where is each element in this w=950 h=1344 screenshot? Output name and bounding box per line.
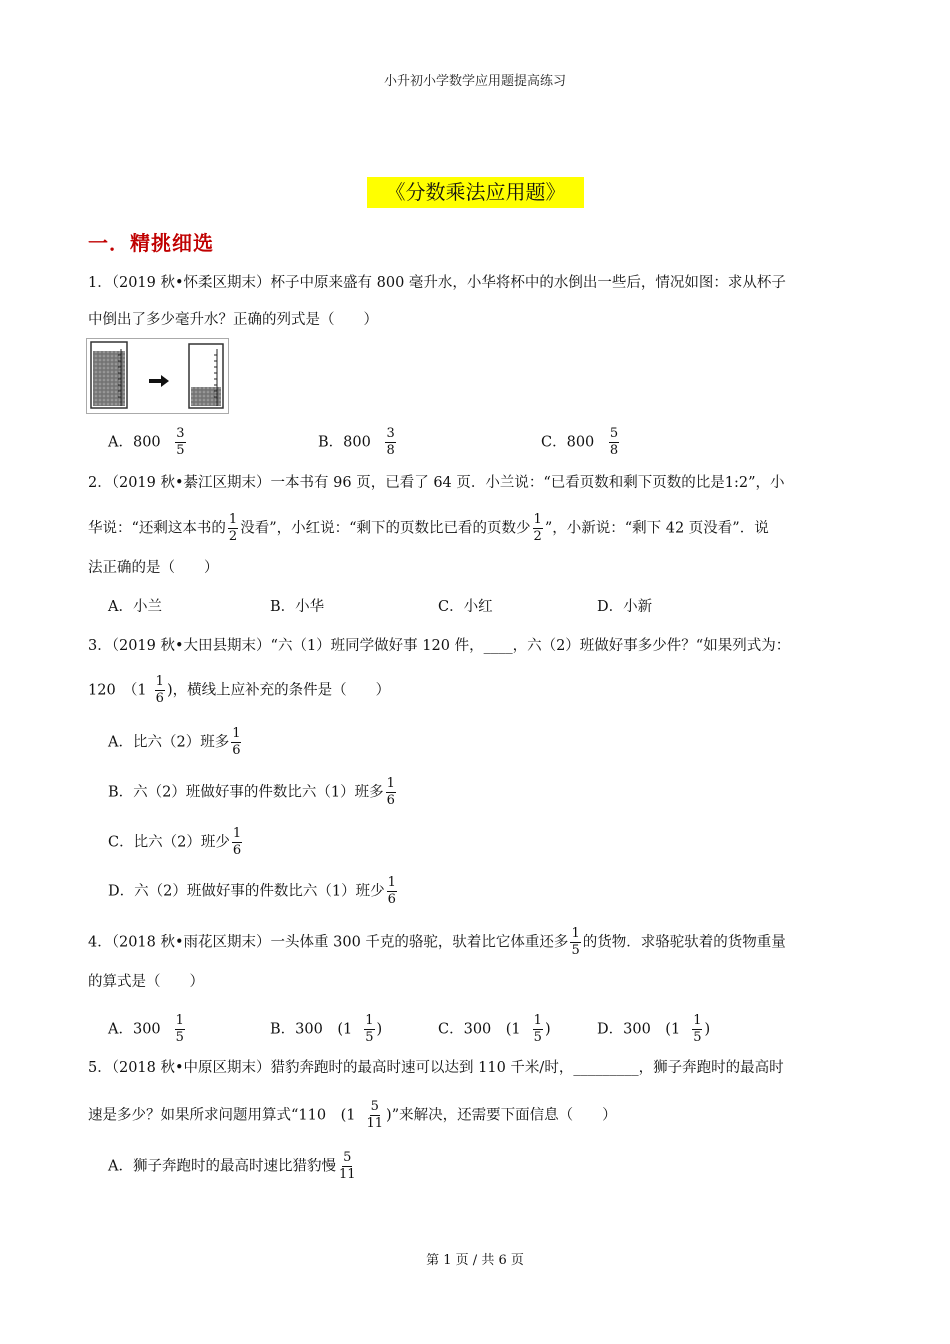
denominator: 8 xyxy=(609,443,619,458)
numerator: 5 xyxy=(609,426,619,441)
q5-option-a-fraction xyxy=(338,1150,357,1183)
q1-option-a-text: A．800 xyxy=(108,434,161,451)
denominator: 11 xyxy=(338,1167,356,1182)
q3-option-d-text: D．六（2）班做好事的件数比六（1）班少 xyxy=(108,883,385,900)
numerator: 1 xyxy=(386,776,395,791)
q4-stem-line1 xyxy=(88,926,786,959)
q3-option-b-fraction xyxy=(386,776,396,809)
denominator: 8 xyxy=(386,443,395,458)
q3-option-c-text: C．比六（2）班少 xyxy=(108,834,230,851)
q2-option-c[interactable]: C．小红 xyxy=(438,599,493,615)
q2-stem-line2 xyxy=(88,512,769,545)
q3-stem-line2 xyxy=(88,674,390,707)
q1-option-a-fraction xyxy=(175,426,185,459)
numerator: 1 xyxy=(533,1013,542,1028)
q4-option-b-fraction xyxy=(364,1013,374,1046)
numerator: 1 xyxy=(533,512,542,527)
denominator: 2 xyxy=(533,529,542,544)
q2-option-b[interactable]: B．小华 xyxy=(270,599,325,615)
q5-option-a-text: A．狮子奔跑时的最高时速比猎豹慢 xyxy=(108,1158,336,1175)
q2-stem-line3: 法正确的是（ ） xyxy=(88,560,219,576)
q3-option-b[interactable] xyxy=(108,776,398,809)
numerator: 1 xyxy=(155,674,164,689)
denominator: 6 xyxy=(386,793,395,808)
q3-stem-line1: 3．（2019 秋•大田县期末）“六（1）班同学做好事 120 件，____，六（2）班做好事多少件？“如果列式为： xyxy=(88,638,791,654)
q2-text-segment: 没看”，小红说：“剩下的页数比已看的页数少 xyxy=(240,520,531,537)
document-title: 《分数乘法应用题》 xyxy=(367,177,584,208)
q5-option-a[interactable] xyxy=(108,1150,359,1183)
q3-fraction xyxy=(155,674,165,707)
numerator: 3 xyxy=(176,426,185,441)
q4-option-b[interactable] xyxy=(270,1013,382,1046)
q3-option-b-text: B．六（2）班做好事的件数比六（1）班多 xyxy=(108,784,384,801)
q1-stem-line1: 1．（2019 秋•怀柔区期末）杯子中原来盛有 800 毫升水，小华将杯中的水倒出一些后，情况如图：求从杯子 xyxy=(88,275,786,291)
q2-option-a[interactable]: A．小兰 xyxy=(108,599,162,615)
q1-option-c-text: C．800 xyxy=(541,434,595,451)
denominator: 6 xyxy=(232,743,241,758)
q3-option-d[interactable] xyxy=(108,875,399,908)
q1-option-c-fraction xyxy=(609,426,619,459)
q5-text-segment: 速是多少？如果所求问题用算式“110 (1 xyxy=(88,1107,356,1124)
q4-text-segment: 4．（2018 秋•雨花区期末）一头体重 300 千克的骆驼，驮着比它体重还多 xyxy=(88,934,569,951)
cup-illustration xyxy=(87,339,228,413)
q1-option-b[interactable] xyxy=(318,426,398,459)
page-header: 小升初小学数学应用题提高练习 xyxy=(383,74,566,89)
q5-fraction xyxy=(365,1099,384,1132)
q4-fraction xyxy=(570,926,580,959)
numerator: 1 xyxy=(232,826,242,841)
q2-text-segment: ”，小新说：“剩下 42 页没看”．说 xyxy=(544,520,769,537)
denominator: 5 xyxy=(693,1030,702,1045)
numerator: 1 xyxy=(387,875,396,890)
q3-text-segment: 120 （1 xyxy=(88,682,147,699)
q4-option-d-close: ) xyxy=(704,1021,711,1038)
denominator: 2 xyxy=(228,529,238,544)
q5-text-segment: )”来解决，还需要下面信息（ ） xyxy=(386,1107,617,1124)
denominator: 5 xyxy=(175,1030,184,1045)
q4-option-c-close: ) xyxy=(544,1021,551,1038)
cup-figure xyxy=(86,338,229,414)
q4-option-b-close: ) xyxy=(376,1021,383,1038)
denominator: 11 xyxy=(366,1116,384,1131)
q4-option-a-fraction xyxy=(175,1013,185,1046)
q5-stem-line1: 5．（2018 秋•中原区期末）猎豹奔跑时的最高时速可以达到 110 千米/时，_________，狮子奔跑时的最高时 xyxy=(88,1060,784,1076)
q2-fraction-2 xyxy=(533,512,543,545)
q1-option-b-fraction xyxy=(385,426,395,459)
denominator: 6 xyxy=(387,892,396,907)
numerator: 1 xyxy=(571,926,580,941)
q3-option-c-fraction xyxy=(232,826,242,859)
q4-option-d-fraction xyxy=(692,1013,702,1046)
denominator: 5 xyxy=(176,443,185,458)
numerator: 1 xyxy=(228,512,238,527)
numerator: 3 xyxy=(386,426,395,441)
q4-option-a-text: A．300 xyxy=(108,1021,161,1038)
q1-option-a[interactable] xyxy=(108,426,188,459)
denominator: 6 xyxy=(232,843,242,858)
q4-text-segment: 的货物．求骆驼驮着的货物重量 xyxy=(582,934,786,951)
q4-option-a[interactable] xyxy=(108,1013,187,1046)
page-footer: 第 1 页 / 共 6 页 xyxy=(426,1253,524,1268)
q1-stem-line2: 中倒出了多少毫升水？正确的列式是（ ） xyxy=(88,312,378,328)
q4-option-d[interactable] xyxy=(597,1013,710,1046)
q4-option-c-text: C．300 (1 xyxy=(438,1021,521,1038)
denominator: 6 xyxy=(155,691,164,706)
q3-option-a-fraction xyxy=(231,726,241,759)
q3-text-segment: )，横线上应补充的条件是（ ） xyxy=(166,682,391,699)
q2-text-segment: 华说：“还剩这本书的 xyxy=(88,520,226,537)
section-heading: 一．精挑细选 xyxy=(88,231,214,255)
numerator: 1 xyxy=(693,1013,702,1028)
q1-option-b-text: B．800 xyxy=(318,434,371,451)
q4-option-c-fraction xyxy=(533,1013,543,1046)
denominator: 5 xyxy=(533,1030,542,1045)
q1-option-c[interactable] xyxy=(541,426,621,459)
numerator: 1 xyxy=(232,726,241,741)
q4-option-b-text: B．300 (1 xyxy=(270,1021,353,1038)
q3-option-a[interactable] xyxy=(108,726,243,759)
numerator: 5 xyxy=(343,1150,352,1165)
q4-option-c[interactable] xyxy=(438,1013,551,1046)
numerator: 5 xyxy=(370,1099,379,1114)
q3-option-c[interactable] xyxy=(108,826,244,859)
q4-option-d-text: D．300 (1 xyxy=(597,1021,681,1038)
numerator: 1 xyxy=(175,1013,184,1028)
q4-stem-line2: 的算式是（ ） xyxy=(88,974,204,990)
denominator: 5 xyxy=(365,1030,374,1045)
denominator: 5 xyxy=(571,943,580,958)
q2-stem-line1: 2．（2019 秋•綦江区期末）一本书有 96 页，已看了 64 页．小兰说：“已看页数和剩下页数的比是1:2”，小 xyxy=(88,475,785,491)
q3-option-d-fraction xyxy=(387,875,397,908)
q2-option-d[interactable]: D．小新 xyxy=(597,599,653,615)
q5-stem-line2 xyxy=(88,1099,617,1132)
q3-option-a-text: A．比六（2）班多 xyxy=(108,734,230,751)
numerator: 1 xyxy=(365,1013,374,1028)
q2-fraction-1 xyxy=(228,512,238,545)
